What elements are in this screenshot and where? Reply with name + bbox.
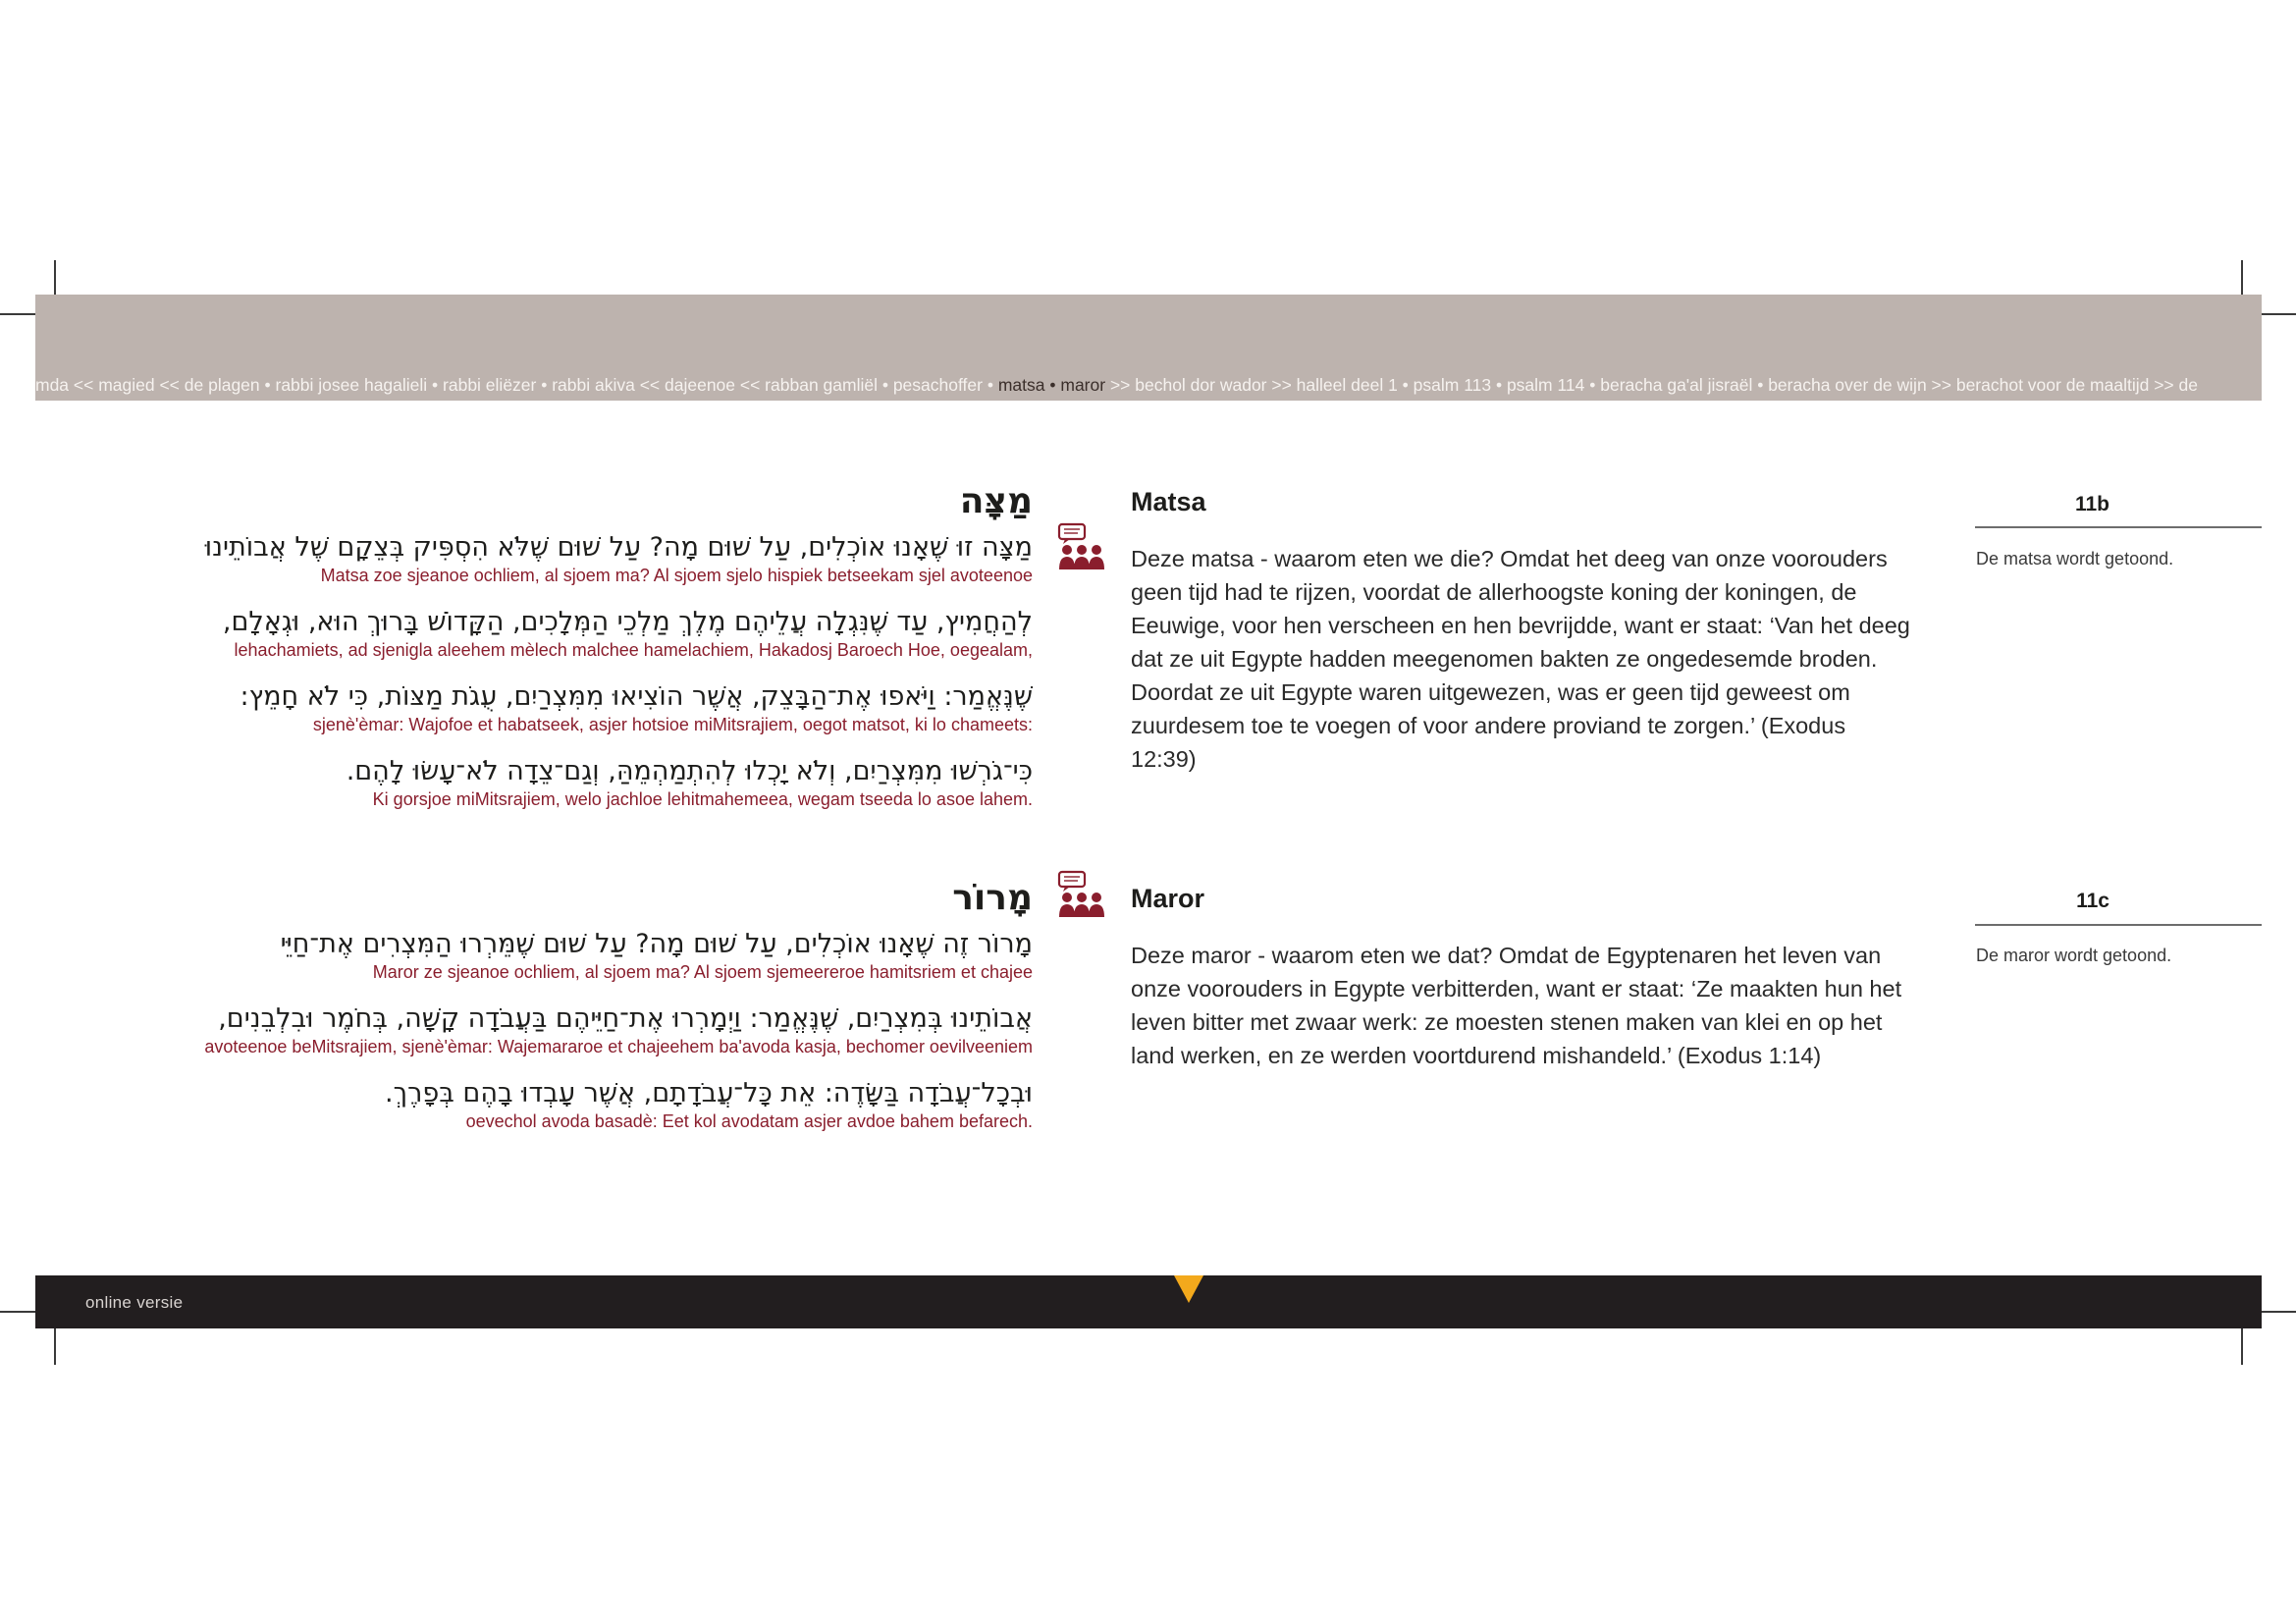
- matsa-hebrew-column: [51, 480, 1033, 830]
- maror-hebrew-line-1: מָרוֹר זֶה שֶׁאָנוּ אוֹכְלִים, עַל שׁוּם מָה? עַל שׁוּם שֶׁמֵּרְרוּ הַמִּצְרִים אֶת־חַיֵּי: [280, 929, 1033, 959]
- crop-mark: [0, 313, 37, 315]
- breadcrumb-current-separator: •: [1049, 375, 1056, 395]
- matsa-hebrew-line-4: כִּי־גֹרְשׁוּ מִמִּצְרַיִם, וְלֹא יָכְלוּ לְהִתְמַהְמֵהַּ, וְגַם־צֵדָה לֹא־עָשׂוּ לָהֶם.: [346, 756, 1033, 786]
- breadcrumb-before[interactable]: mda << magied << de plagen • rabbi josee hagalieli • rabbi eliëzer • rabbi akiva << dajeenoe << rabban gamliël • pesachoffer •: [35, 375, 993, 395]
- maror-instruction-note: De maror wordt getoond.: [1976, 946, 2172, 965]
- matsa-page-number: 11b: [2074, 493, 2109, 515]
- matsa-body-text: Deze matsa - waarom eten we die? Omdat het deeg van onze voorouders geen tijd had te rijzen, voordat de allerhoogste koning der koningen, de Eeuwige, voor hen verscheen en hen bevrijdde, want er staat: ‘Van het deeg dat ze uit Egypte hadden meegenomen bakten ze ongedesemde broden. Doordat ze uit Egypte waren uitgewezen, was er geen tijd geweest om zuurdesem toe te voegen of voor andere proviand te zorgen.’ (Exodus 12:39): [1131, 546, 1910, 772]
- speech-group-icon: [1056, 522, 1107, 571]
- footer-bar: [35, 1275, 2262, 1328]
- breadcrumb-current-matsa[interactable]: matsa: [997, 375, 1045, 395]
- page-marker-arrow: [1174, 1275, 1203, 1303]
- maror-hebrew-line-2: אֲבוֹתֵינוּ בְּמִצְרַיִם, שֶׁנֶּאֱמַר: וַיְמָרְרוּ אֶת־חַיֵּיהֶם בַּעֲבֹדָה קָשָׁה, בְּחֹמֶר וּבִלְבֵנִים,: [218, 1003, 1033, 1034]
- maror-body-text: Deze maror - waarom eten we dat? Omdat de Egyptenaren het leven van onze voorouders in Egypte verbitterden, want er staat: ‘Ze maakten hun het leven bitter met zwaar werk: ze moesten stenen maken van klei en op het land werken, en ze werden voortdurend mishandeld.’ (Exodus 1:14): [1131, 943, 1902, 1068]
- matsa-hebrew-title: מַצָּה: [959, 481, 1033, 521]
- navigation-band: [35, 295, 2262, 401]
- breadcrumb-current-maror[interactable]: maror: [1060, 375, 1106, 395]
- speech-group-icon: [1056, 870, 1107, 919]
- crop-mark: [0, 1311, 37, 1313]
- maror-page-number: 11c: [2076, 890, 2109, 912]
- matsa-transliteration-line-3: sjenè'èmar: Wajofoe et habatseek, asjer hotsioe miMitsrajiem, oegot matsot, ki lo chameets:: [312, 715, 1033, 734]
- matsa-transliteration-line-2: lehachamiets, ad sjenigla aleehem mèlech malchee hamelachiem, Hakadosj Baroech Hoe, oegealam,: [234, 640, 1033, 660]
- maror-section-title: Maror: [1131, 884, 1205, 913]
- maror-hebrew-title: מָרוֹר: [952, 878, 1033, 918]
- crop-mark: [2260, 1311, 2296, 1313]
- maror-divider: [1975, 924, 2262, 926]
- maror-transliteration-line-2: avoteenoe beMitsrajiem, sjenè'èmar: Wajemararoe et chajeehem ba'avoda kasja, bechomer oevilveeniem: [204, 1037, 1033, 1056]
- matsa-section-title: Matsa: [1131, 487, 1206, 516]
- matsa-hebrew-line-2: לְהַחֲמִיץ, עַד שֶׁנִּגְלָה עֲלֵיהֶם מֶלֶךְ מַלְכֵי הַמְּלָכִים, הַקָּדוֹשׁ בָּרוּךְ הוּא, וּגְאָלָם,: [222, 607, 1033, 637]
- crop-mark: [54, 1327, 56, 1365]
- maror-hebrew-column: [51, 877, 1033, 1152]
- matsa-divider: [1975, 526, 2262, 528]
- maror-transliteration-line-1: Maror ze sjeanoe ochliem, al sjoem ma? Al sjoem sjemeereroe hamitsriem et chajee: [372, 962, 1033, 982]
- matsa-transliteration-line-4: Ki gorsjoe miMitsrajiem, welo jachloe lehitmahemeea, wegam tseeda lo asoe lahem.: [372, 789, 1033, 809]
- matsa-hebrew-line-1: מַצָּה זוּ שֶׁאָנוּ אוֹכְלִים, עַל שׁוּם מָה? עַל שׁוּם שֶׁלֹּא הִסְפִּיק בְּצֵקָם שֶׁל אֲבוֹתֵינוּ: [204, 532, 1033, 563]
- crop-mark: [2241, 260, 2243, 298]
- breadcrumb-after[interactable]: >> bechol dor wador >> halleel deel 1 • psalm 113 • psalm 114 • beracha ga'al jisraël • beracha over de wijn >> berachot voor de maaltijd >> de: [1109, 375, 2198, 395]
- crop-mark: [2260, 313, 2296, 315]
- maror-hebrew-line-3: וּבְכָל־עֲבֹדָה בַּשָּׂדֶה: אֵת כָּל־עֲבֹדָתָם, אֲשֶׁר עָבְדוּ בָהֶם בְּפָרֶךְ.: [385, 1078, 1033, 1109]
- crop-mark: [2241, 1327, 2243, 1365]
- maror-transliteration-line-3: oevechol avoda basadè: Eet kol avodatam asjer avdoe bahem befarech.: [465, 1111, 1033, 1131]
- crop-mark: [54, 260, 56, 298]
- matsa-instruction-note: De matsa wordt getoond.: [1976, 549, 2174, 568]
- breadcrumb: [35, 374, 2262, 396]
- footer-label: online versie: [85, 1293, 184, 1312]
- matsa-transliteration-line-1: Matsa zoe sjeanoe ochliem, al sjoem ma? Al sjoem sjelo hispiek betseekam sjel avoteenoe: [320, 566, 1033, 585]
- matsa-hebrew-line-3: שֶׁנֶּאֱמַר: וַיֹּאפוּ אֶת־הַבָּצֵק, אֲשֶׁר הוֹצִיאוּ מִמִּצְרַיִם, עֻגֹת מַצּוֹת, כִּי לֹא חָמֵץ:: [240, 681, 1033, 712]
